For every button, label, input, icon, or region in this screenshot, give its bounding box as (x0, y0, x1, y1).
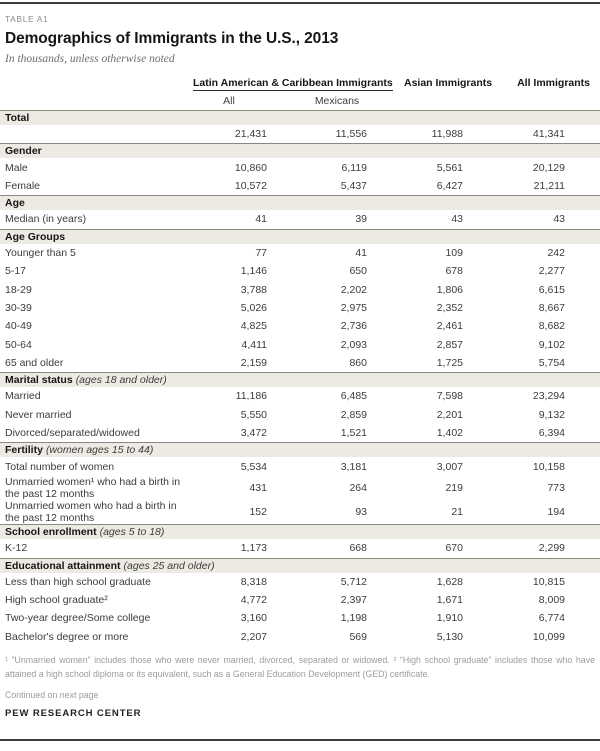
cell-value: 21 (451, 506, 463, 519)
cell-value: 194 (547, 506, 565, 519)
table-row (0, 262, 600, 280)
column-group-header-latin-american: Latin American & Caribbean Immigrants (193, 77, 393, 89)
cell-value: 3,181 (340, 460, 367, 473)
table-row (0, 210, 600, 228)
cell-value: 77 (255, 246, 267, 259)
section-header-row (0, 372, 600, 387)
cell-value: 41 (255, 213, 267, 226)
cell-value: 43 (451, 213, 463, 226)
cell-value: 1,198 (340, 612, 367, 625)
cell-value: 219 (445, 481, 463, 494)
cell-value: 10,860 (234, 161, 267, 174)
column-headers (0, 76, 600, 110)
cell-value: 242 (547, 246, 565, 259)
cell-value: 4,825 (240, 320, 267, 333)
cell-value: 2,857 (436, 338, 463, 351)
cell-value: 9,102 (538, 338, 565, 351)
section-header-label: Age (5, 197, 25, 210)
cell-value: 1,910 (436, 612, 463, 625)
cell-value: 1,628 (436, 575, 463, 588)
section-header-label: Age Groups (5, 230, 66, 243)
cell-value: 93 (355, 506, 367, 519)
table-row (0, 539, 600, 557)
cell-value: 670 (445, 542, 463, 555)
table-row (0, 609, 600, 627)
section-header-row (0, 110, 600, 125)
section-header-row (0, 524, 600, 539)
cell-value: 3,788 (240, 283, 267, 296)
cell-value: 41,341 (532, 128, 565, 141)
cell-value: 2,201 (436, 408, 463, 421)
continued-note: Continued on next page (5, 690, 99, 701)
table-row (0, 336, 600, 354)
cell-value: 5,754 (538, 357, 565, 370)
cell-value: 10,815 (532, 575, 565, 588)
cell-value: 3,160 (240, 612, 267, 625)
cell-value: 8,009 (538, 594, 565, 607)
cell-value: 11,988 (431, 128, 463, 141)
page-subtitle: In thousands, unless otherwise noted (5, 53, 175, 65)
cell-value: 2,352 (436, 301, 463, 314)
cell-value: 152 (249, 506, 267, 519)
row-label: K-12 (5, 542, 28, 555)
footnote: ¹ “Unmarried women” includes those who were never married, divorced, separated or widowed. ² “High school graduate” includes those who have attained a high school diploma or its equivalent, such as a General Education Development (GED) certificate. (5, 655, 595, 680)
row-label: Median (in years) (5, 213, 87, 226)
row-label: Married (5, 390, 41, 403)
table-row (0, 125, 600, 143)
cell-value: 2,299 (538, 542, 565, 555)
cell-value: 43 (553, 213, 565, 226)
cell-value: 2,736 (340, 320, 367, 333)
cell-value: 2,461 (436, 320, 463, 333)
cell-value: 5,130 (436, 630, 463, 643)
section-header-row (0, 558, 600, 573)
cell-value: 668 (349, 542, 367, 555)
row-label: Female (5, 179, 41, 192)
cell-value: 7,598 (436, 390, 463, 403)
cell-value: 6,615 (538, 283, 565, 296)
cell-value: 5,561 (436, 161, 463, 174)
row-label: Divorced/separated/widowed (5, 427, 140, 440)
cell-value: 10,099 (532, 630, 565, 643)
cell-value: 5,550 (240, 408, 267, 421)
cell-value: 6,119 (341, 161, 367, 174)
cell-value: 6,485 (340, 390, 367, 403)
cell-value: 9,132 (538, 408, 565, 421)
cell-value: 2,859 (340, 408, 367, 421)
section-header-row (0, 442, 600, 457)
cell-value: 6,774 (538, 612, 565, 625)
cell-value: 678 (445, 265, 463, 278)
source-label: PEW RESEARCH CENTER (5, 708, 142, 720)
table-row (0, 177, 600, 195)
column-header-asian-immigrants: Asian Immigrants (404, 77, 493, 89)
cell-value: 1,173 (240, 542, 267, 555)
cell-value: 860 (349, 357, 367, 370)
row-label: Bachelor's degree or more (5, 630, 129, 643)
cell-value: 2,397 (340, 594, 367, 607)
table-body (0, 110, 600, 646)
cell-value: 431 (249, 481, 267, 494)
cell-value: 21,211 (533, 179, 565, 192)
cell-value: 10,572 (234, 179, 267, 192)
section-header-note: (ages 18 and older) (75, 374, 167, 387)
cell-value: 264 (349, 481, 367, 494)
page-title: Demographics of Immigrants in the U.S., 2013 (5, 30, 339, 47)
table-row (0, 317, 600, 335)
cell-value: 650 (349, 265, 367, 278)
table-row (0, 354, 600, 372)
cell-value: 23,294 (532, 390, 565, 403)
section-header-note: (ages 25 and older) (123, 559, 215, 572)
cell-value: 2,202 (340, 283, 367, 296)
row-label: Unmarried women who had a birth in the past 12 months (5, 499, 177, 525)
section-header-row (0, 229, 600, 244)
section-header-row (0, 195, 600, 210)
cell-value: 21,431 (234, 128, 267, 141)
cell-value: 41 (355, 246, 367, 259)
cell-value: 1,725 (436, 357, 463, 370)
row-label: 65 and older (5, 357, 64, 370)
row-label: Two-year degree/Some college (5, 612, 151, 625)
cell-value: 2,975 (340, 301, 367, 314)
row-label: Unmarried women¹ who had a birth in the past 12 months (5, 475, 181, 500)
cell-value: 5,437 (340, 179, 367, 192)
table-row (0, 406, 600, 424)
cell-value: 569 (349, 630, 367, 643)
cell-value: 2,093 (340, 338, 367, 351)
table-row (0, 457, 600, 475)
table-row (0, 424, 600, 442)
cell-value: 6,427 (436, 179, 463, 192)
cell-value: 2,277 (538, 265, 565, 278)
cell-value: 20,129 (532, 161, 565, 174)
report-header (0, 4, 600, 65)
cell-value: 3,472 (240, 427, 267, 440)
cell-value: 2,159 (240, 357, 267, 370)
cell-value: 10,158 (532, 460, 565, 473)
cell-value: 4,772 (240, 594, 267, 607)
subcolumn-header-all: All (223, 95, 235, 107)
row-label: 18-29 (5, 283, 32, 296)
row-label: 5-17 (5, 265, 27, 278)
row-label: High school graduate² (5, 594, 108, 607)
section-header-label: Total (5, 112, 30, 124)
cell-value: 1,671 (436, 594, 463, 607)
table-row (0, 158, 600, 176)
cell-value: 1,806 (436, 283, 463, 296)
cell-value: 8,667 (538, 301, 565, 314)
section-header-note: (women ages 15 to 44) (45, 444, 154, 457)
table-row (0, 628, 600, 646)
cell-value: 8,682 (538, 320, 565, 333)
table-row (0, 573, 600, 591)
cell-value: 8,318 (240, 575, 267, 588)
cell-value: 2,207 (240, 630, 267, 643)
cell-value: 39 (355, 213, 367, 226)
section-header-label: Fertility (5, 444, 43, 457)
cell-value: 4,411 (241, 338, 267, 351)
cell-value: 109 (445, 246, 463, 259)
table-row (0, 387, 600, 405)
cell-value: 3,007 (436, 460, 463, 473)
row-label: Total number of women (5, 460, 115, 473)
section-header-label: Gender (5, 145, 42, 158)
cell-value: 773 (547, 481, 565, 494)
row-label: 40-49 (5, 320, 32, 333)
table-row (0, 299, 600, 317)
cell-value: 11,556 (335, 128, 367, 141)
row-label: Male (5, 161, 28, 174)
cell-value: 1,402 (436, 427, 463, 440)
subcolumn-header-mexicans: Mexicans (314, 95, 360, 107)
cell-value: 6,394 (538, 427, 565, 440)
cell-value: 1,146 (240, 265, 267, 278)
table-row (0, 244, 600, 262)
row-label: 50-64 (5, 338, 32, 351)
section-header-label: Educational attainment (5, 559, 121, 572)
cell-value: 11,186 (235, 390, 267, 403)
cell-value: 5,026 (240, 301, 267, 314)
section-header-label: Marital status (5, 374, 73, 387)
table-row (0, 280, 600, 298)
row-label: Younger than 5 (5, 246, 76, 259)
table-label: TABLE A1 (5, 14, 49, 24)
bottom-rule (0, 739, 600, 741)
table-row (0, 591, 600, 609)
row-label: Less than high school graduate (5, 575, 151, 588)
column-header-all-immigrants: All Immigrants (517, 77, 590, 89)
cell-value: 5,712 (340, 575, 367, 588)
row-label: Never married (5, 408, 72, 421)
cell-value: 5,534 (240, 460, 267, 473)
section-header-note: (ages 5 to 18) (99, 526, 165, 539)
cell-value: 1,521 (340, 427, 367, 440)
table-row (0, 476, 600, 500)
row-label: 30-39 (5, 301, 32, 314)
section-header-row (0, 143, 600, 158)
section-header-label: School enrollment (5, 526, 97, 539)
table-row (0, 500, 600, 524)
